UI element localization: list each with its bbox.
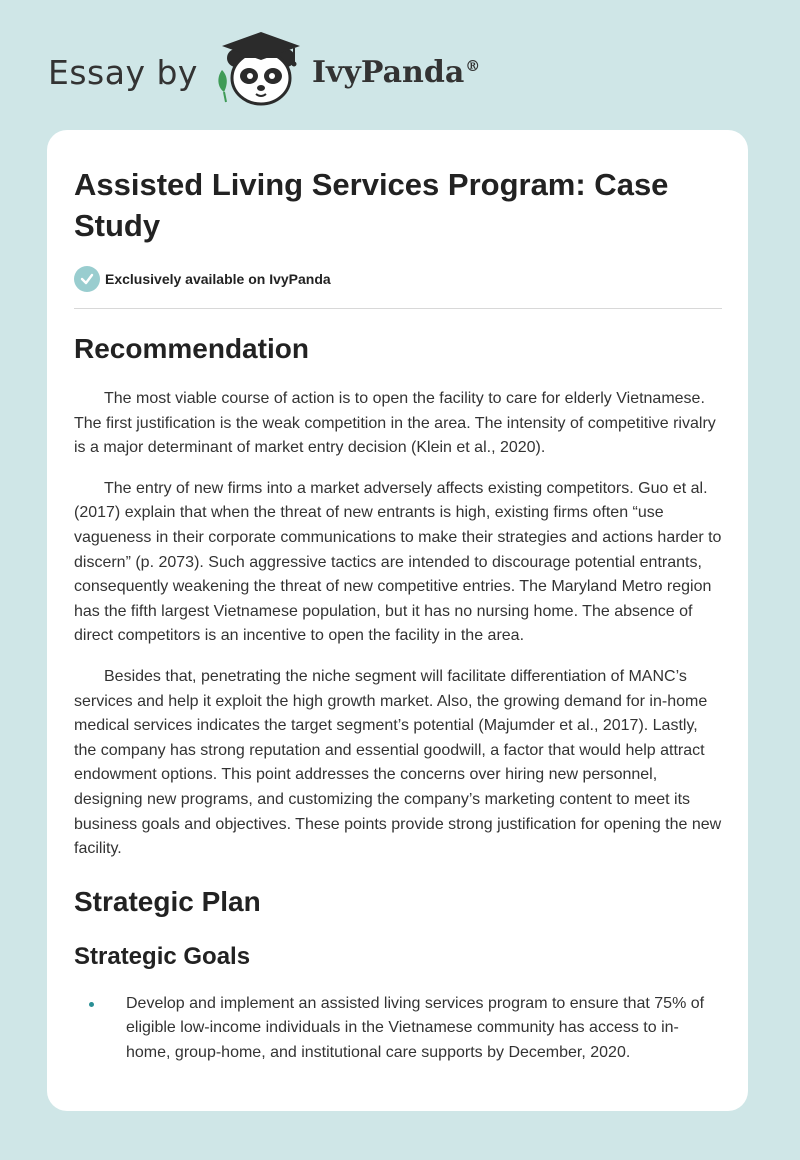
site-header — [48, 32, 480, 112]
section-heading-recommendation: Recommendation — [74, 333, 309, 364]
registered-mark: ® — [465, 56, 481, 75]
section-heading-strategic-plan: Strategic Plan — [74, 885, 261, 917]
goals-list — [74, 992, 722, 1066]
article-card — [47, 130, 748, 1111]
article-title: Assisted Living Services Program: Case Study — [74, 167, 669, 243]
subheading-strategic-goals: Strategic Goals — [74, 942, 251, 970]
panda-graduate-icon[interactable] — [212, 30, 310, 108]
paragraph: The entry of new firms into a market adversely affects existing competitors. Guo et al. (2017) explain that when the threat of new entrants is high, existing firms often “use vagueness in their corporate communications to make their strategies and actions harder to discern” (p. 2073). Such aggressive tactics are intended to discourage potential entrants, consequently weakening the threat of new competitive entries. The Maryland Metro region has the fifth largest Vietnamese population, but it has no nursing home. The absence of direct competitors is an incentive to open the facility in the area. — [74, 479, 722, 645]
brand-prefix: Essay by — [48, 52, 198, 92]
divider — [74, 308, 722, 309]
list-item-text: Develop and implement an assisted living services program to ensure that 75% of eligible low-income individuals in the Vietnamese community has access to in-home, group-home, and institutional care supports by December, 2020. — [126, 994, 705, 1061]
paragraph: The most viable course of action is to open the facility to care for elderly Vietnamese. The first justification is the weak competition in the area. The intensity of competitive rivalry is a major determinant of market entry decision (Klein et al., 2020). — [74, 390, 716, 457]
brand-name[interactable]: IvyPanda® — [311, 54, 481, 90]
availability-text: Exclusively available on IvyPanda — [105, 271, 331, 287]
list-item — [74, 992, 722, 1066]
availability-badge — [74, 266, 722, 292]
checkmark-icon — [74, 266, 100, 292]
paragraph: Besides that, penetrating the niche segment will facilitate differentiation of MANC’s services and help it exploit the high growth market. Also, the growing demand for in-home medical services indicates the target segment’s potential (Majumder et al., 2017). Lastly, the company has strong reputation and essential goodwill, a factor that would help attract endowment options. This point addresses the concerns over hiring new personnel, designing new programs, and customizing the company’s marketing content to meet its business goals and objectives. These points provide strong justification for opening the new facility. — [74, 667, 722, 858]
bullet-dot-icon — [89, 1002, 94, 1007]
